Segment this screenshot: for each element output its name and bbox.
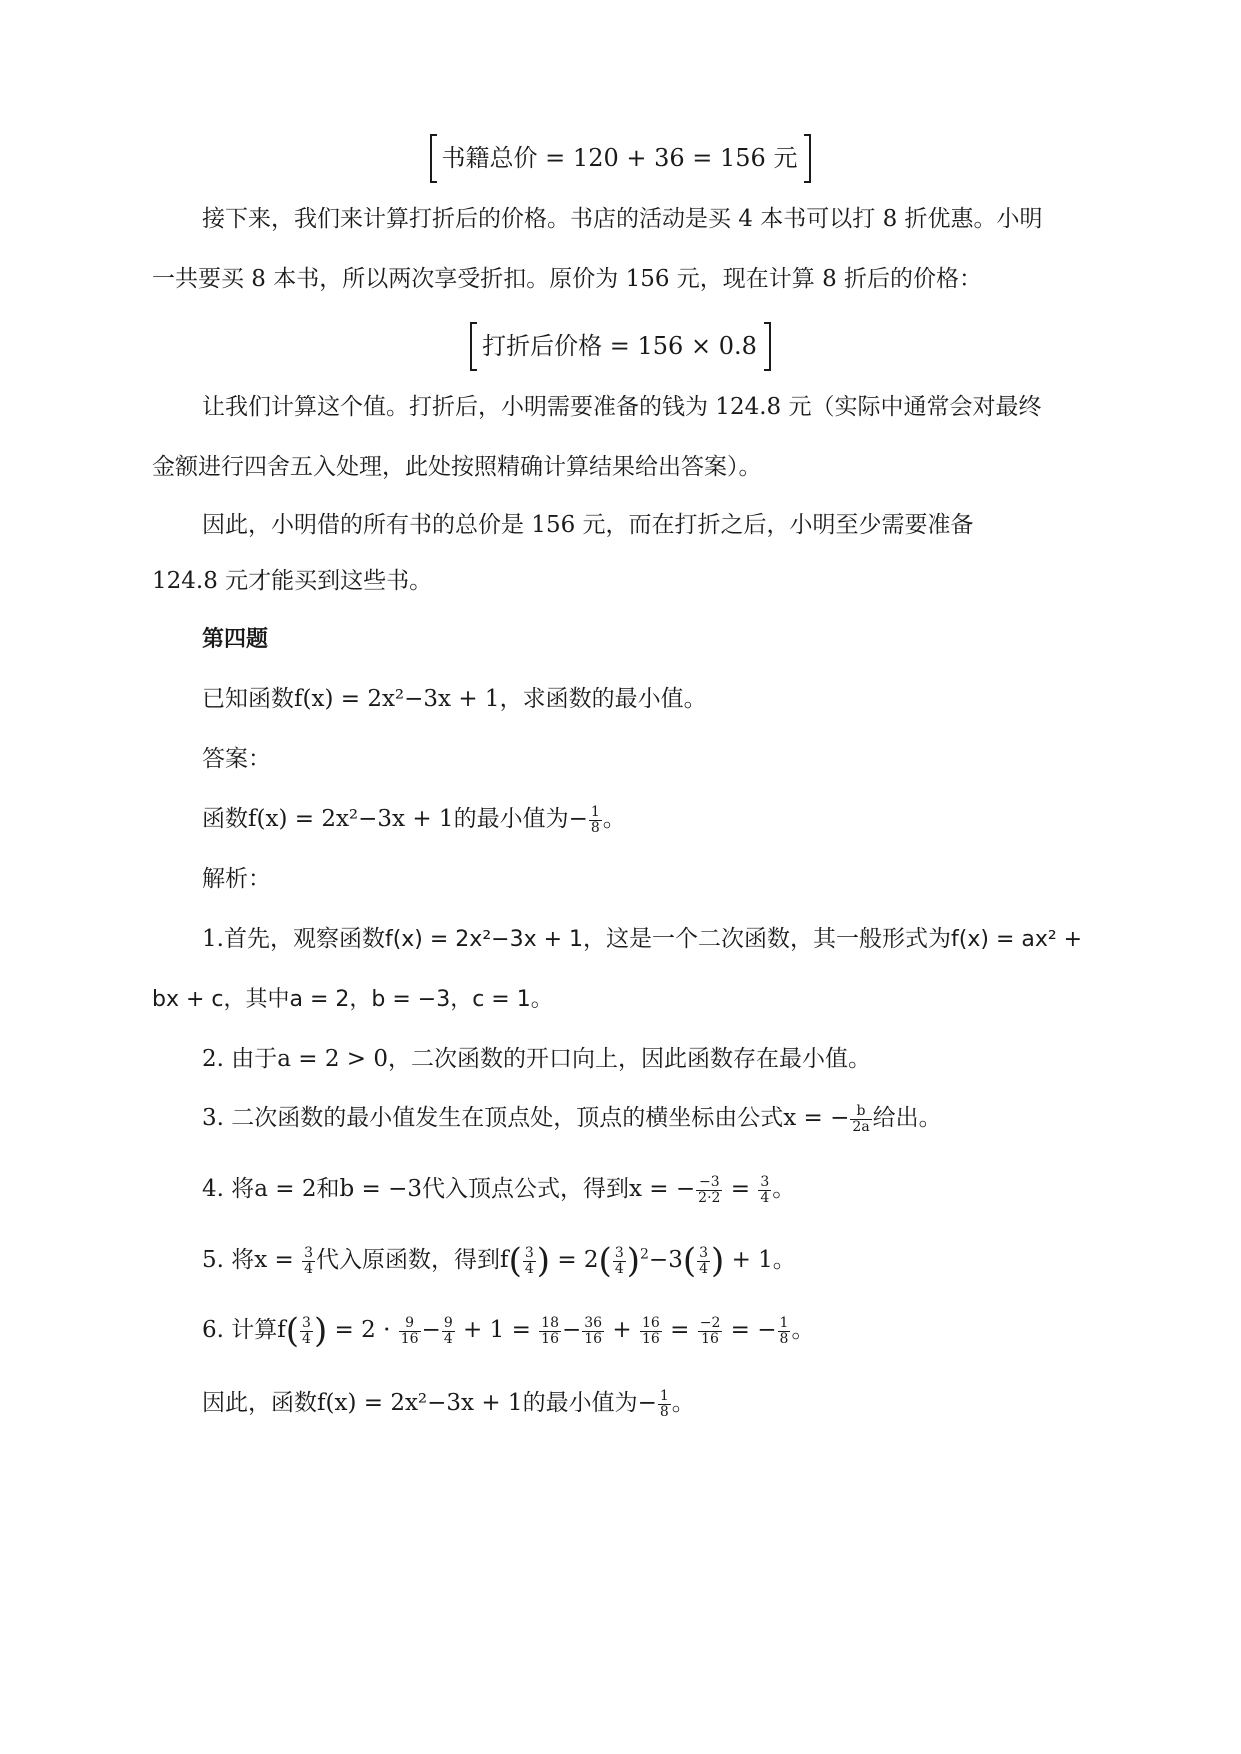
fraction-denominator: 2·2 (698, 1189, 721, 1206)
equation-rhs: 156 × 0.8 (637, 332, 757, 360)
fraction (640, 1316, 662, 1346)
answer-end: 。 (602, 806, 626, 833)
exponent: 2 (640, 1246, 649, 1263)
step-4 (202, 1175, 795, 1205)
conclusion-suffix: 的最小值为− (522, 1390, 657, 1417)
fraction-denominator: 8 (590, 819, 600, 836)
fraction-denominator: 4 (760, 1189, 770, 1206)
section-heading: 第四题 (202, 627, 269, 652)
paragraph-line: 124.8 元才能买到这些书。 (152, 568, 433, 594)
step-6-part-a: = 2 · (327, 1317, 398, 1343)
fraction-numerator: 1 (590, 804, 600, 820)
step-6-part-g: = − (723, 1317, 777, 1343)
fraction-numerator: 3 (760, 1174, 770, 1190)
fraction-denominator: 2a (852, 1118, 870, 1135)
step-6-part-d: − (561, 1317, 582, 1343)
paragraph-line: 金额进行四舍五入处理，此处按照精确计算结果给出答案）。 (152, 454, 762, 480)
fraction-denominator: 4 (304, 1260, 314, 1277)
fraction (523, 1246, 536, 1276)
step-1-line-2: bx + c，其中a = 2，b = −3，c = 1。 (152, 987, 553, 1012)
step-4-suffix: 。 (772, 1176, 796, 1203)
fraction-numerator: 3 (302, 1314, 311, 1331)
fraction-denominator: 8 (779, 1330, 789, 1347)
equation-total-price (0, 140, 1241, 177)
function-expression: f(x) = 2x²−3x + 1 (384, 927, 584, 952)
fraction (698, 1316, 723, 1346)
step-6-part-c: + 1 = (455, 1317, 539, 1343)
fraction-denominator: 4 (302, 1330, 311, 1347)
step-6-part-f: = (662, 1317, 697, 1343)
fraction-denominator: 8 (659, 1403, 669, 1420)
general-form-expression: f(x) = ax² + (951, 927, 1083, 952)
function-expression: f(x) = 2x²−3x + 1 (317, 1390, 523, 1417)
question-prefix: 已知函数 (202, 686, 294, 712)
paragraph-line: 因此，小明借的所有书的总价是 156 元，而在打折之后，小明至少需要准备 (202, 512, 974, 538)
fraction-denominator: 4 (524, 1260, 534, 1277)
equals-sign: = (723, 1176, 758, 1203)
step-6-part-e: + (605, 1317, 639, 1343)
fraction (696, 1175, 722, 1205)
bracketed-equation (430, 140, 812, 177)
fraction-denominator: 16 (541, 1330, 559, 1347)
fraction (442, 1316, 455, 1346)
fraction-denominator: 16 (642, 1330, 660, 1347)
conclusion (202, 1389, 695, 1419)
fraction-numerator: 3 (699, 1244, 709, 1261)
fraction (850, 1104, 871, 1134)
conclusion-prefix: 因此，函数 (202, 1390, 317, 1417)
step-6-end: 。 (791, 1317, 815, 1343)
fraction-numerator: 1 (659, 1388, 669, 1404)
equation-label: 书籍总价 = (441, 144, 566, 172)
bracketed-equation (470, 328, 771, 365)
equals-two: = 2 (550, 1247, 599, 1273)
step-5-mid: 代入原函数，得到f (316, 1247, 509, 1273)
step-6-part-b: − (421, 1317, 441, 1343)
function-expression: f(x) = 2x²−3x + 1 (248, 806, 454, 833)
step-5: 5. 将x = $\frac{3}{4}$ 代入原函数，得到f( $\frac{3}{4}$ ) = 2( $\frac{3}{4}$ )$^2$−3( $\frac{3}{4}$ ) + 1。 (202, 1241, 796, 1281)
equation-rhs: 120 + 36 = 156 元 (572, 144, 798, 172)
equation-label: 打折后价格 = (482, 332, 630, 360)
fraction-denominator: 4 (443, 1330, 453, 1347)
fraction-numerator: −2 (699, 1314, 721, 1331)
fraction (300, 1316, 313, 1346)
step-6-prefix: 6. 计算f (202, 1317, 286, 1343)
fraction-numerator: 36 (584, 1314, 603, 1331)
paragraph-line: 让我们计算这个值。打折后，小明需要准备的钱为 124.8 元（实际中通常会对最终 (202, 394, 1042, 420)
fraction-numerator: b (850, 1104, 871, 1120)
fraction-numerator: 3 (524, 1244, 534, 1261)
minus-three: −3 (648, 1247, 683, 1273)
step-5-prefix: 5. 将x = (202, 1247, 302, 1273)
fraction-numerator: 9 (399, 1316, 421, 1332)
fraction-denominator: 4 (614, 1260, 624, 1277)
answer-mid: 的最小值为− (453, 806, 588, 833)
function-expression: f(x) = 2x²−3x + 1 (294, 686, 500, 712)
fraction-denominator: 4 (699, 1260, 709, 1277)
answer-label: 答案： (202, 746, 271, 772)
fraction (399, 1316, 421, 1346)
answer-prefix: 函数 (202, 806, 248, 833)
step-6: 6. 计算f( $\frac{3}{4}$ ) = 2 · $\frac{9}{16}$ − $\frac{9}{4}$ + 1 = $\frac{18}{16}$ − $\frac{36}{16}$ + $\frac{16}{16}$ = $\frac{-2}{16}$ = − $\frac{1}{8}$ 。 (202, 1311, 815, 1351)
step-3 (202, 1104, 942, 1134)
fraction-denominator: 16 (400, 1330, 419, 1347)
fraction-numerator: 9 (443, 1314, 453, 1331)
fraction-numerator: 1 (779, 1314, 789, 1331)
fraction-numerator: 18 (541, 1314, 559, 1331)
step-1-line-1 (202, 926, 1082, 954)
step-3-suffix: 给出。 (872, 1105, 942, 1132)
step-2: 2. 由于a = 2 > 0，二次函数的开口向上，因此函数存在最小值。 (202, 1046, 872, 1072)
fraction (613, 1246, 626, 1276)
fraction (582, 1316, 604, 1346)
fraction (302, 1246, 315, 1276)
fraction-numerator: 3 (304, 1244, 314, 1261)
fraction (758, 1175, 771, 1205)
fraction (658, 1389, 671, 1419)
fraction (539, 1316, 561, 1346)
step-1-mid: ，这是一个二次函数，其一般形式为 (583, 926, 952, 952)
step-4-prefix: 4. 将a = 2和b = −3代入顶点公式，得到x = − (202, 1176, 696, 1203)
question-text (202, 686, 707, 714)
fraction (697, 1246, 710, 1276)
question-suffix: ，求函数的最小值。 (499, 686, 707, 712)
fraction-denominator: 16 (701, 1330, 719, 1347)
paragraph-line: 接下来，我们来计算打折后的价格。书店的活动是买 4 本书可以打 8 折优惠。小明 (202, 206, 1043, 232)
step-5-suffix: + 1。 (724, 1247, 796, 1273)
fraction-denominator: 16 (584, 1330, 603, 1347)
step-3-prefix: 3. 二次函数的最小值发生在顶点处，顶点的横坐标由公式x = − (202, 1105, 850, 1132)
fraction (589, 805, 602, 835)
fraction-numerator: −3 (696, 1175, 722, 1191)
fraction-numerator: 16 (642, 1314, 660, 1331)
analysis-label: 解析： (202, 866, 271, 892)
fraction-numerator: 3 (614, 1244, 624, 1261)
step-1-prefix: 1.首先，观察函数 (202, 926, 385, 952)
fraction (778, 1316, 791, 1346)
paragraph-line: 一共要买 8 本书，所以两次享受折扣。原价为 156 元，现在计算 8 折后的价格： (152, 266, 983, 292)
answer-text (202, 805, 626, 835)
conclusion-end: 。 (671, 1390, 695, 1417)
equation-discount-price (0, 328, 1241, 365)
